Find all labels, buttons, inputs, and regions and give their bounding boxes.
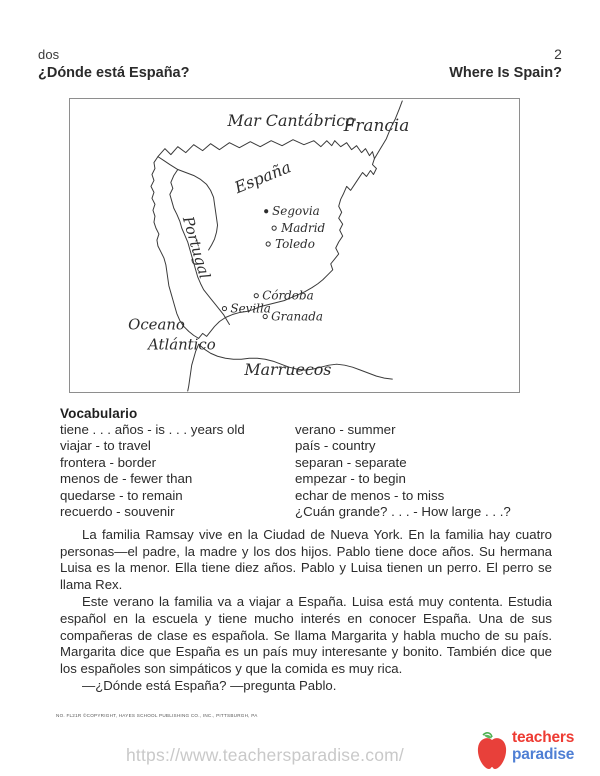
map-city-label-cordoba: Córdoba: [262, 288, 314, 303]
vocabulary-column-left: [60, 422, 295, 520]
map-label-france: Francia: [343, 114, 410, 135]
vocabulary-columns: [60, 422, 560, 520]
story-paragraph-2: Este verano la familia va a viajar a España. Luisa está muy contenta. Estudia español en la escuela y tiene mucho interés en conocer España. Una de sus compañeras de clase es española. Se llama Margarita y habla mucho de su país. Margarita dice que España es un país muy interesante y bonito. También dice que los españoles son simpáticos y que la comida es muy rica.: [60, 594, 552, 676]
vocabulary-item: recuerdo - souvenir: [60, 504, 175, 520]
header-line-top: [38, 46, 562, 62]
story-dialogue: —¿Dónde está España? —pregunta Pablo.: [82, 678, 337, 694]
map-city-label-toledo: Toledo: [275, 236, 315, 251]
vocabulary-item: echar de menos - to miss: [295, 487, 445, 503]
apple-icon: [474, 731, 510, 771]
vocabulary-section: [60, 406, 560, 520]
header-line-title: [38, 65, 562, 81]
vocabulary-column-right: [295, 422, 560, 520]
map-city-segovia: [264, 204, 320, 218]
vocabulary-item: viajar - to travel: [60, 438, 151, 454]
page-title-spanish: ¿Dónde está España?: [38, 65, 190, 81]
teachersparadise-logo[interactable]: [474, 727, 586, 772]
logo-line-paradise: paradise: [512, 745, 575, 763]
watermark-url: https://www.teachersparadise.com/: [126, 745, 404, 765]
spanish-page-word: dos: [38, 47, 60, 62]
vocabulary-item: empezar - to begin: [295, 471, 406, 487]
logo-line-teachers: teachers: [512, 729, 575, 746]
map-label-morocco: Marruecos: [244, 360, 332, 380]
vocabulary-item: verano - summer: [295, 422, 396, 437]
story-paragraph-1: La familia Ramsay vive en la Ciudad de Nueva York. En la familia hay cuatro personas—el padre, la madre y los dos hijos. Pablo tiene doce años. Su hermana Luisa es la menor. Ella tiene diez años. Pablo y Luisa tienen un perro. El perro se llama Rex.: [60, 527, 552, 592]
map-city-label-sevilla: Sevilla: [230, 301, 271, 316]
map-label-spain: España: [231, 157, 294, 198]
vocabulary-item: frontera - border: [60, 454, 157, 470]
map-label-sea-north: Mar Cantábrico: [227, 110, 355, 130]
map-label-portugal: Portugal: [178, 214, 214, 281]
map-city-granada: [263, 309, 323, 323]
map-city-label-granada: Granada: [271, 309, 323, 324]
map-city-madrid: [272, 221, 325, 235]
vocabulary-item: país - country: [295, 438, 376, 454]
page-number: 2: [554, 46, 562, 62]
map-figure: [69, 98, 520, 393]
vocabulary-heading: Vocabulario: [60, 406, 138, 421]
logo-wordmark: [512, 730, 574, 763]
map-city-label-madrid: Madrid: [281, 221, 326, 236]
map-drawing: [70, 99, 519, 392]
map-city-label-segovia: Segovia: [272, 204, 320, 219]
vocabulary-item: tiene . . . años - is . . . years old: [60, 422, 245, 437]
map-city-toledo: [266, 237, 315, 251]
story-section: [60, 527, 552, 695]
copyright-notice: NO. FL21R ©COPYRIGHT, HAYES SCHOOL PUBLISHING CO., INC., PITTSBURGH, PA: [56, 713, 258, 718]
vocabulary-item: ¿Cuán grande? . . . - How large . . .?: [295, 504, 511, 520]
page-header: [38, 46, 562, 81]
vocabulary-item: quedarse - to remain: [60, 487, 183, 503]
map-label-ocean-line2: Atlántico: [148, 335, 216, 354]
map-city-cordoba: [254, 289, 314, 303]
page-title-english: Where Is Spain?: [449, 65, 562, 81]
map-city-sevilla: [222, 302, 270, 316]
vocabulary-item: separan - separate: [295, 454, 407, 470]
vocabulary-item: menos de - fewer than: [60, 471, 193, 487]
map-label-ocean-line1: Oceano: [128, 315, 185, 334]
